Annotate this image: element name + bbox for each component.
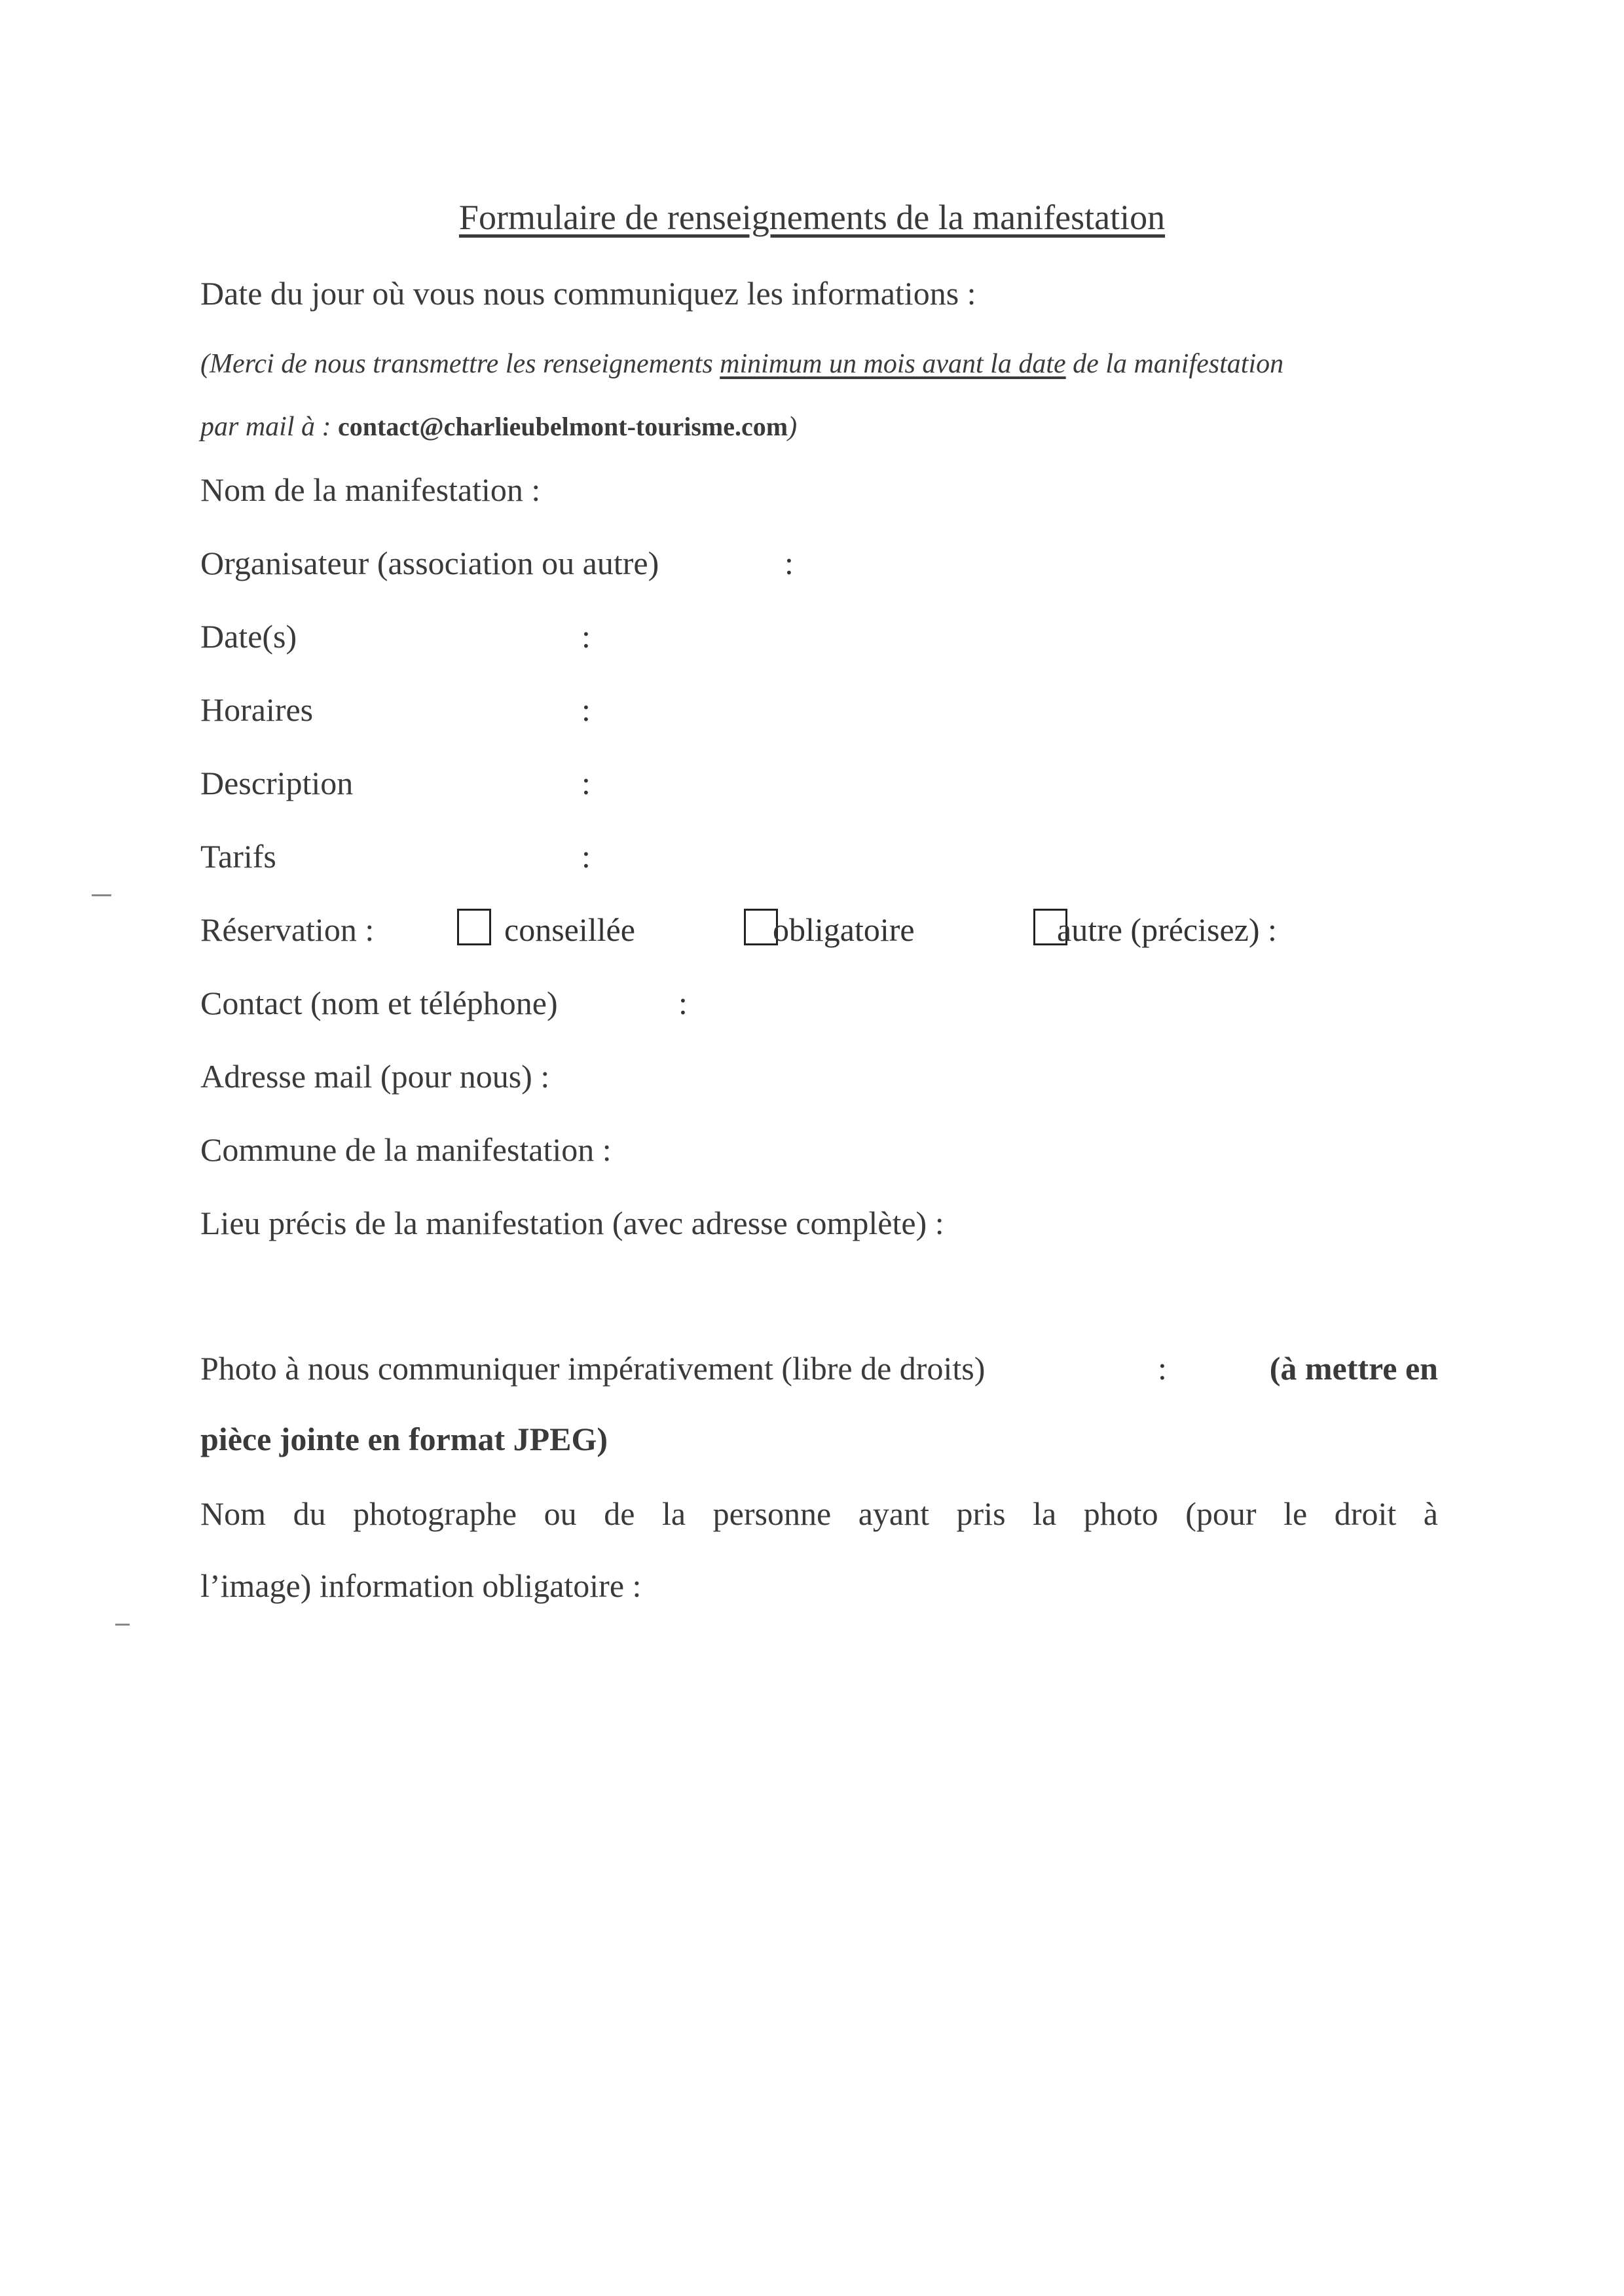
dates-label: Date(s)	[200, 618, 297, 655]
form-title: Formulaire de renseignements de la manifestation	[458, 198, 1166, 237]
reservation-conseillee-checkbox[interactable]	[457, 909, 491, 945]
lieu-precis-label: Lieu précis de la manifestation (avec adresse complète) :	[200, 1205, 944, 1241]
adresse-mail-label: Adresse mail (pour nous) :	[200, 1058, 550, 1095]
contact-colon: :	[678, 985, 688, 1021]
contact-label: Contact (nom et téléphone)	[200, 985, 558, 1021]
horaires-label: Horaires	[200, 691, 314, 728]
dates-colon: :	[581, 618, 591, 655]
horaires-colon: :	[581, 691, 591, 728]
photographe-label-line2: l’image) information obligatoire :	[200, 1567, 642, 1604]
description-colon: :	[581, 765, 591, 801]
note-mail-prefix: par mail à :	[200, 412, 338, 442]
contact-email: contact@charlieubelmont-tourisme.com	[338, 412, 788, 441]
photo-format-note-part2: pièce jointe en format JPEG)	[200, 1421, 608, 1457]
photographe-label-line1: Nom du photographe ou de la personne ayant pris la photo (pour le droit à	[200, 1495, 1438, 1532]
tarifs-label: Tarifs	[200, 838, 276, 875]
photo-colon: :	[1158, 1350, 1167, 1387]
tarifs-colon: :	[581, 838, 591, 875]
reservation-obligatoire-label: obligatoire	[773, 911, 915, 948]
description-label: Description	[200, 765, 354, 801]
reservation-label: Réservation :	[200, 911, 375, 948]
note-underlined-text: minimum un mois avant la date	[720, 349, 1066, 379]
reservation-conseillee-label: conseillée	[504, 911, 635, 948]
date-du-jour-label: Date du jour où vous nous communiquez les informations :	[200, 275, 976, 312]
commune-label: Commune de la manifestation :	[200, 1131, 612, 1168]
photo-format-note-part1: (à mettre en	[1269, 1350, 1438, 1387]
instruction-note-line1	[200, 346, 1283, 382]
instruction-note-line2	[200, 409, 797, 445]
note-text-part2: de la manifestation	[1065, 349, 1284, 379]
reservation-autre-label: autre (précisez) :	[1057, 911, 1277, 948]
nom-manifestation-label: Nom de la manifestation :	[200, 471, 541, 508]
scan-speck	[92, 894, 111, 896]
note-mail-suffix: )	[788, 412, 798, 442]
note-text-part1: (Merci de nous transmettre les renseignements	[200, 349, 720, 379]
organisateur-label: Organisateur (association ou autre)	[200, 545, 659, 581]
organisateur-colon: :	[784, 545, 794, 581]
scan-speck	[115, 1624, 130, 1626]
photo-label: Photo à nous communiquer impérativement (libre de droits)	[200, 1350, 986, 1387]
